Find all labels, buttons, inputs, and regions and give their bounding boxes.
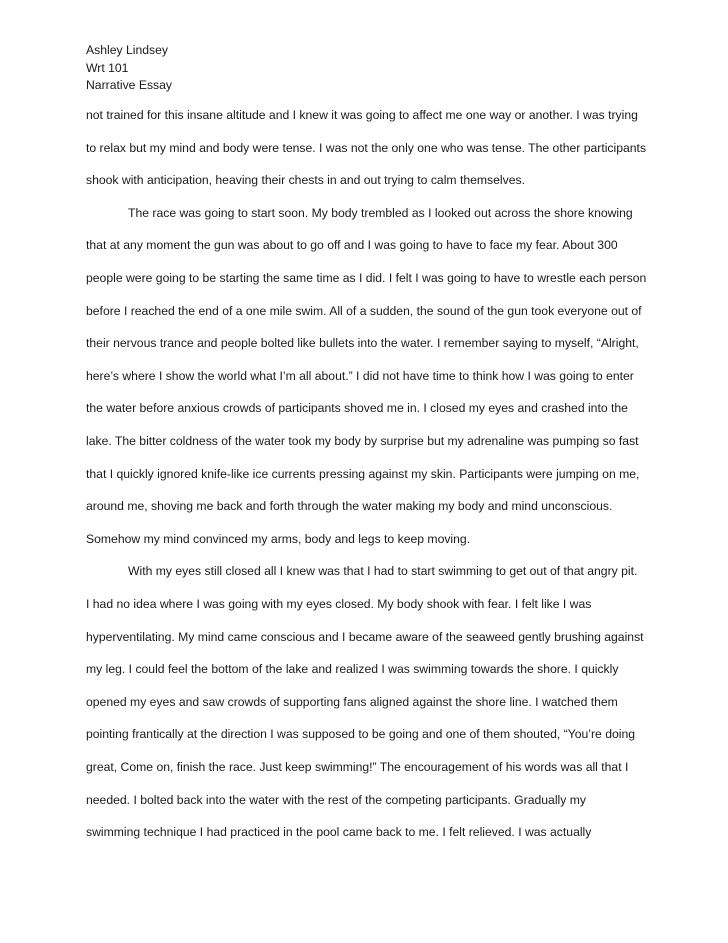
text-line: opened my eyes and saw crowds of supporting fans aligned against the shore line. I watched them bbox=[86, 694, 618, 709]
text-line: With my eyes still closed all I knew was that I had to start swimming to get out of that angry pit. bbox=[128, 564, 638, 579]
text-line: swimming technique I had practiced in the pool came back to me. I felt relieved. I was actually bbox=[86, 825, 592, 840]
assignment-title: Narrative Essay bbox=[86, 78, 173, 92]
text-line: great, Come on, finish the race. Just keep swimming!” The encouragement of his words was all that I bbox=[86, 760, 629, 774]
text-line: pointing frantically at the direction I was supposed to be going and one of them shouted, “You’re doing bbox=[86, 727, 636, 742]
text-line: lake. The bitter coldness of the water took my body by surprise but my adrenaline was pumping so fast bbox=[86, 434, 639, 448]
author-name: Ashley Lindsey bbox=[86, 43, 168, 57]
text-line: to relax but my mind and body were tense. I was not the only one who was tense. The other participants bbox=[86, 140, 647, 155]
text-line: shook with anticipation, heaving their chests in and out trying to calm themselves. bbox=[86, 173, 525, 188]
text-line: The race was going to start soon. My body trembled as I looked out across the shore knowing bbox=[128, 205, 633, 220]
essay-header bbox=[86, 42, 172, 95]
text-line: that at any moment the gun was about to go off and I was going to have to face my fear. About 300 bbox=[86, 238, 618, 253]
text-line: that I quickly ignored knife-like ice currents pressing against my skin. Participants were jumping on me, bbox=[86, 466, 640, 481]
text-line: my leg. I could feel the bottom of the lake and realized I was swimming towards the shore. I quickly bbox=[86, 662, 619, 677]
text-line: before I reached the end of a one mile swim. All of a sudden, the sound of the gun took everyone out of bbox=[86, 303, 642, 318]
text-line: the water before anxious crowds of participants shoved me in. I closed my eyes and crashed into the bbox=[86, 401, 628, 416]
text-line: not trained for this insane altitude and I knew it was going to affect me one way or another. I was trying bbox=[86, 108, 638, 122]
text-line: people were going to be starting the same time as I did. I felt I was going to have to wrestle each person bbox=[86, 271, 647, 285]
text-line: needed. I bolted back into the water with the rest of the competing participants. Gradually my bbox=[86, 792, 586, 807]
text-line: here’s where I show the world what I’m all about.” I did not have time to think how I was going to enter bbox=[86, 368, 634, 383]
course-name: Wrt 101 bbox=[86, 60, 129, 75]
text-line: hyperventilating. My mind came conscious and I became aware of the seaweed gently brushing against bbox=[86, 629, 644, 644]
text-line: I had no idea where I was going with my eyes closed. My body shook with fear. I felt like I was bbox=[86, 597, 592, 611]
text-line: Somehow my mind convinced my arms, body and legs to keep moving. bbox=[86, 531, 471, 546]
text-line: their nervous trance and people bolted like bullets into the water. I remember saying to myself, “Alright, bbox=[86, 336, 639, 351]
text-line: around me, shoving me back and forth through the water making my body and mind unconscious. bbox=[86, 499, 613, 514]
